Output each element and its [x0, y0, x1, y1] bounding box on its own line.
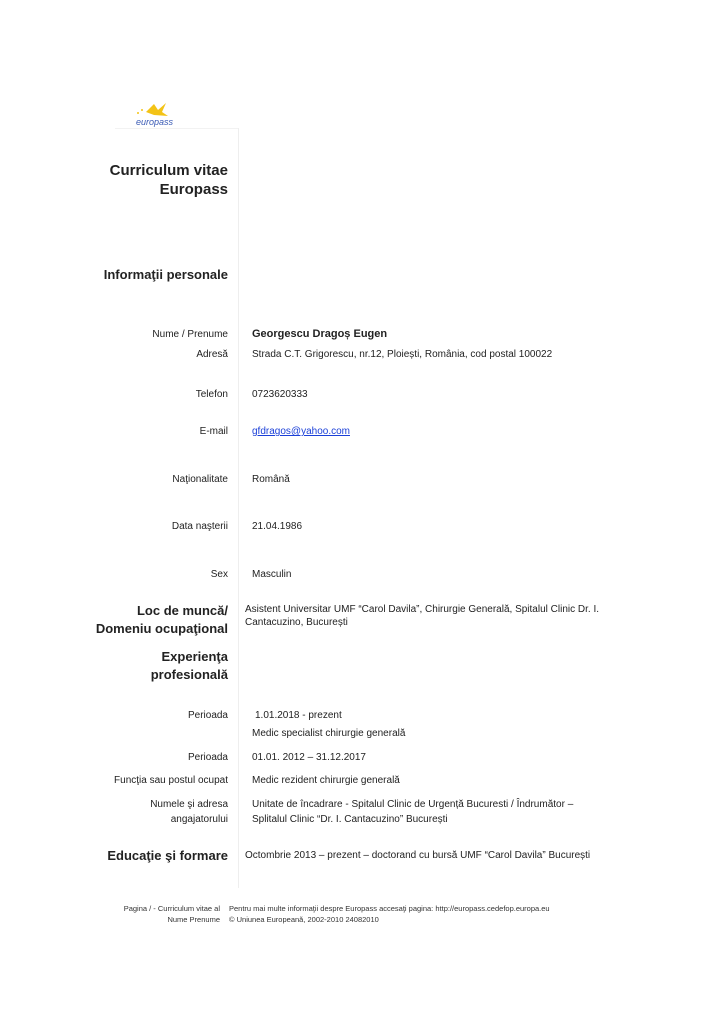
europass-logo: [132, 100, 182, 130]
position-label: Funcţia sau postul ocupat: [114, 775, 228, 786]
email-label: E-mail: [199, 426, 228, 437]
workplace-heading: Loc de muncă/ Domeniu ocupaţional: [95, 603, 228, 636]
divider: [115, 128, 239, 129]
experience-heading: Experienţa profesională: [150, 649, 228, 682]
column-divider: [238, 128, 239, 888]
footer-left: Pagina / - Curriculum vitae al Nume Prenume: [123, 904, 220, 924]
employer-label: Numele şi adresa angajatorului: [150, 799, 228, 825]
birth-label: Data naşterii: [171, 521, 228, 532]
sex-label: Sex: [210, 569, 228, 580]
name-value: Georgescu Dragoș Eugen: [252, 328, 388, 340]
sex-value: Masculin: [252, 569, 292, 580]
workplace-value: Asistent Universitar UMF “Carol Davila”, Chirurgie Generală, Spitalul Clinic Dr. I. Cantacuzino, București: [245, 604, 599, 628]
address-value: Strada C.T. Grigorescu, nr.12, Ploiești, România, cod postal 100022: [252, 349, 553, 360]
nationality-value: Română: [252, 474, 290, 485]
email-link[interactable]: gfdragos@yahoo.com: [252, 426, 350, 437]
footer-right: Pentru mai multe informaţii despre Europass accesaţi pagina: http://europass.cedefop.europa.eu © Uniunea Europeană, 2002-2010 24082010: [229, 904, 550, 924]
employer-value: Unitate de încadrare - Spitalul Clinic de Urgență Bucuresti / Îndrumător – Splitalul Clinic “Dr. I. Cantacuzino” București: [252, 799, 574, 825]
role-value: Medic specialist chirurgie generală: [252, 728, 406, 739]
period-value: 01.01. 2012 – 31.12.2017: [252, 752, 366, 763]
birth-value: 21.04.1986: [252, 521, 303, 532]
personal-heading: Informaţii personale: [103, 267, 228, 282]
education-value: Octombrie 2013 – prezent – doctorand cu bursă UMF “Carol Davila” București: [245, 850, 591, 861]
logo-text: europass: [136, 117, 174, 127]
phone-label: Telefon: [195, 389, 228, 400]
education-heading: Educaţie şi formare: [107, 848, 228, 863]
name-label: Nume / Prenume: [152, 329, 228, 340]
nationality-label: Naţionalitate: [172, 474, 228, 485]
period-value: 1.01.2018 - prezent: [255, 710, 342, 721]
period-label: Perioada: [187, 752, 228, 763]
cv-title: Curriculum vitae Europass: [109, 162, 228, 198]
period-label: Perioada: [187, 710, 228, 721]
phone-value: 0723620333: [252, 389, 308, 400]
position-value: Medic rezident chirurgie generală: [252, 775, 400, 786]
address-label: Adresă: [196, 349, 228, 360]
